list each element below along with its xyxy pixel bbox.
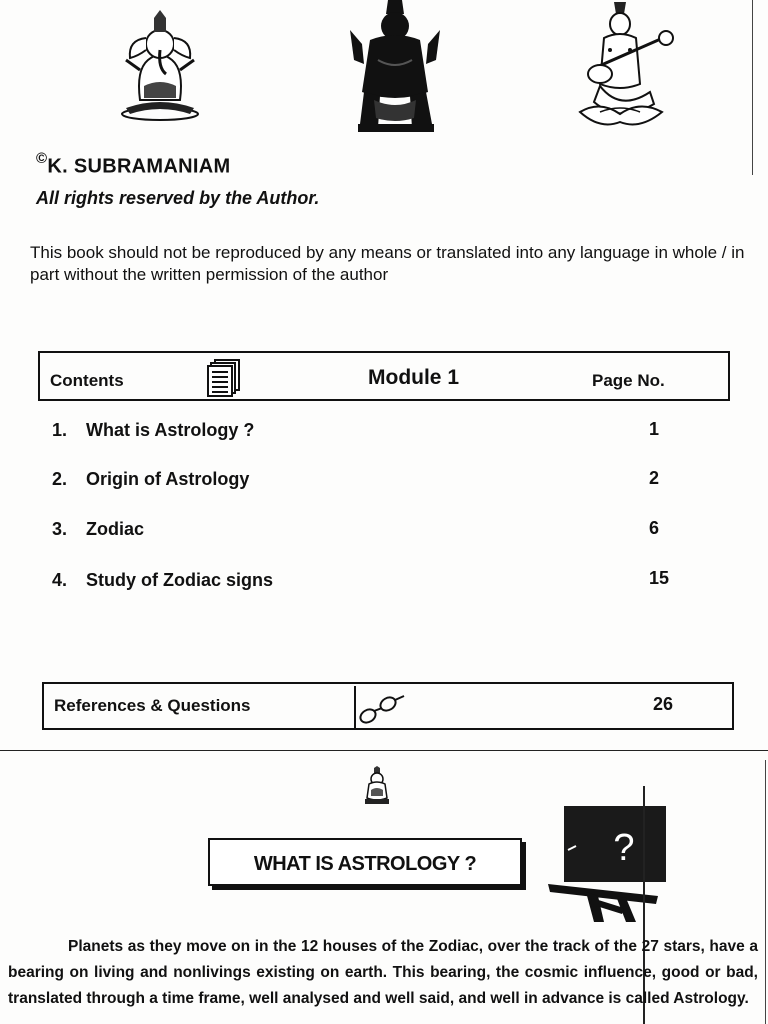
contents-label: Contents <box>50 371 124 390</box>
saraswati-icon <box>570 0 678 132</box>
paragraph-text: Planets as they move on in the 12 houses of the Zodiac, over the track of the 27 stars, have a bearing on living and nonlivings existing on earth. This bearing, the cosmic influence, good or bad, translated through a time frame, well analysed and well said, and well in advance is called Astrology. <box>8 938 758 1007</box>
toc-item-page: 2 <box>649 468 660 488</box>
toc-item-page: 1 <box>649 419 660 439</box>
toc-item: 1. What is Astrology ? <box>52 420 255 440</box>
deity-icon <box>348 0 442 140</box>
toc-item-title: Study of Zodiac signs <box>86 570 274 590</box>
chapter-title-box <box>208 838 522 886</box>
toc-item: 2. Origin of Astrology <box>52 469 250 489</box>
references-row <box>42 682 734 730</box>
spectacles-icon <box>356 692 406 731</box>
blackboard-icon <box>546 800 666 929</box>
author-name <box>36 152 230 179</box>
document-stack-icon <box>207 359 241 402</box>
margin-rule <box>752 0 753 175</box>
references-page: 26 <box>653 694 674 714</box>
margin-rule <box>765 760 766 1024</box>
toc-item-title: Origin of Astrology <box>86 469 250 489</box>
chapter-paragraph <box>8 934 758 1012</box>
toc-item: 3. Zodiac <box>52 519 145 539</box>
ganesha-small-icon <box>361 766 393 811</box>
references-label: References & Questions <box>54 696 251 715</box>
page-number-label: Page No. <box>592 371 665 390</box>
toc-item-title: Zodiac <box>86 519 145 539</box>
copyright-notice: This book should not be reproduced by any means or translated into any language in whole / in part without the written permission of the author <box>30 243 745 284</box>
toc-item: 4. Study of Zodiac signs <box>52 570 274 590</box>
copyright-symbol: © <box>36 150 48 167</box>
ganesha-icon <box>118 10 202 122</box>
author-text: K. SUBRAMANIAM <box>47 155 231 178</box>
section-divider <box>0 750 768 751</box>
contents-header <box>38 351 730 401</box>
chapter-title: WHAT IS ASTROLOGY ? <box>253 853 477 875</box>
rights-statement: All rights reserved by the Author. <box>36 188 320 208</box>
toc-item-page: 6 <box>649 518 660 538</box>
toc-item-title: What is Astrology ? <box>86 420 255 440</box>
board-question-mark: ? <box>613 827 635 869</box>
module-title: Module 1 <box>368 366 460 389</box>
toc-item-page: 15 <box>649 568 670 588</box>
